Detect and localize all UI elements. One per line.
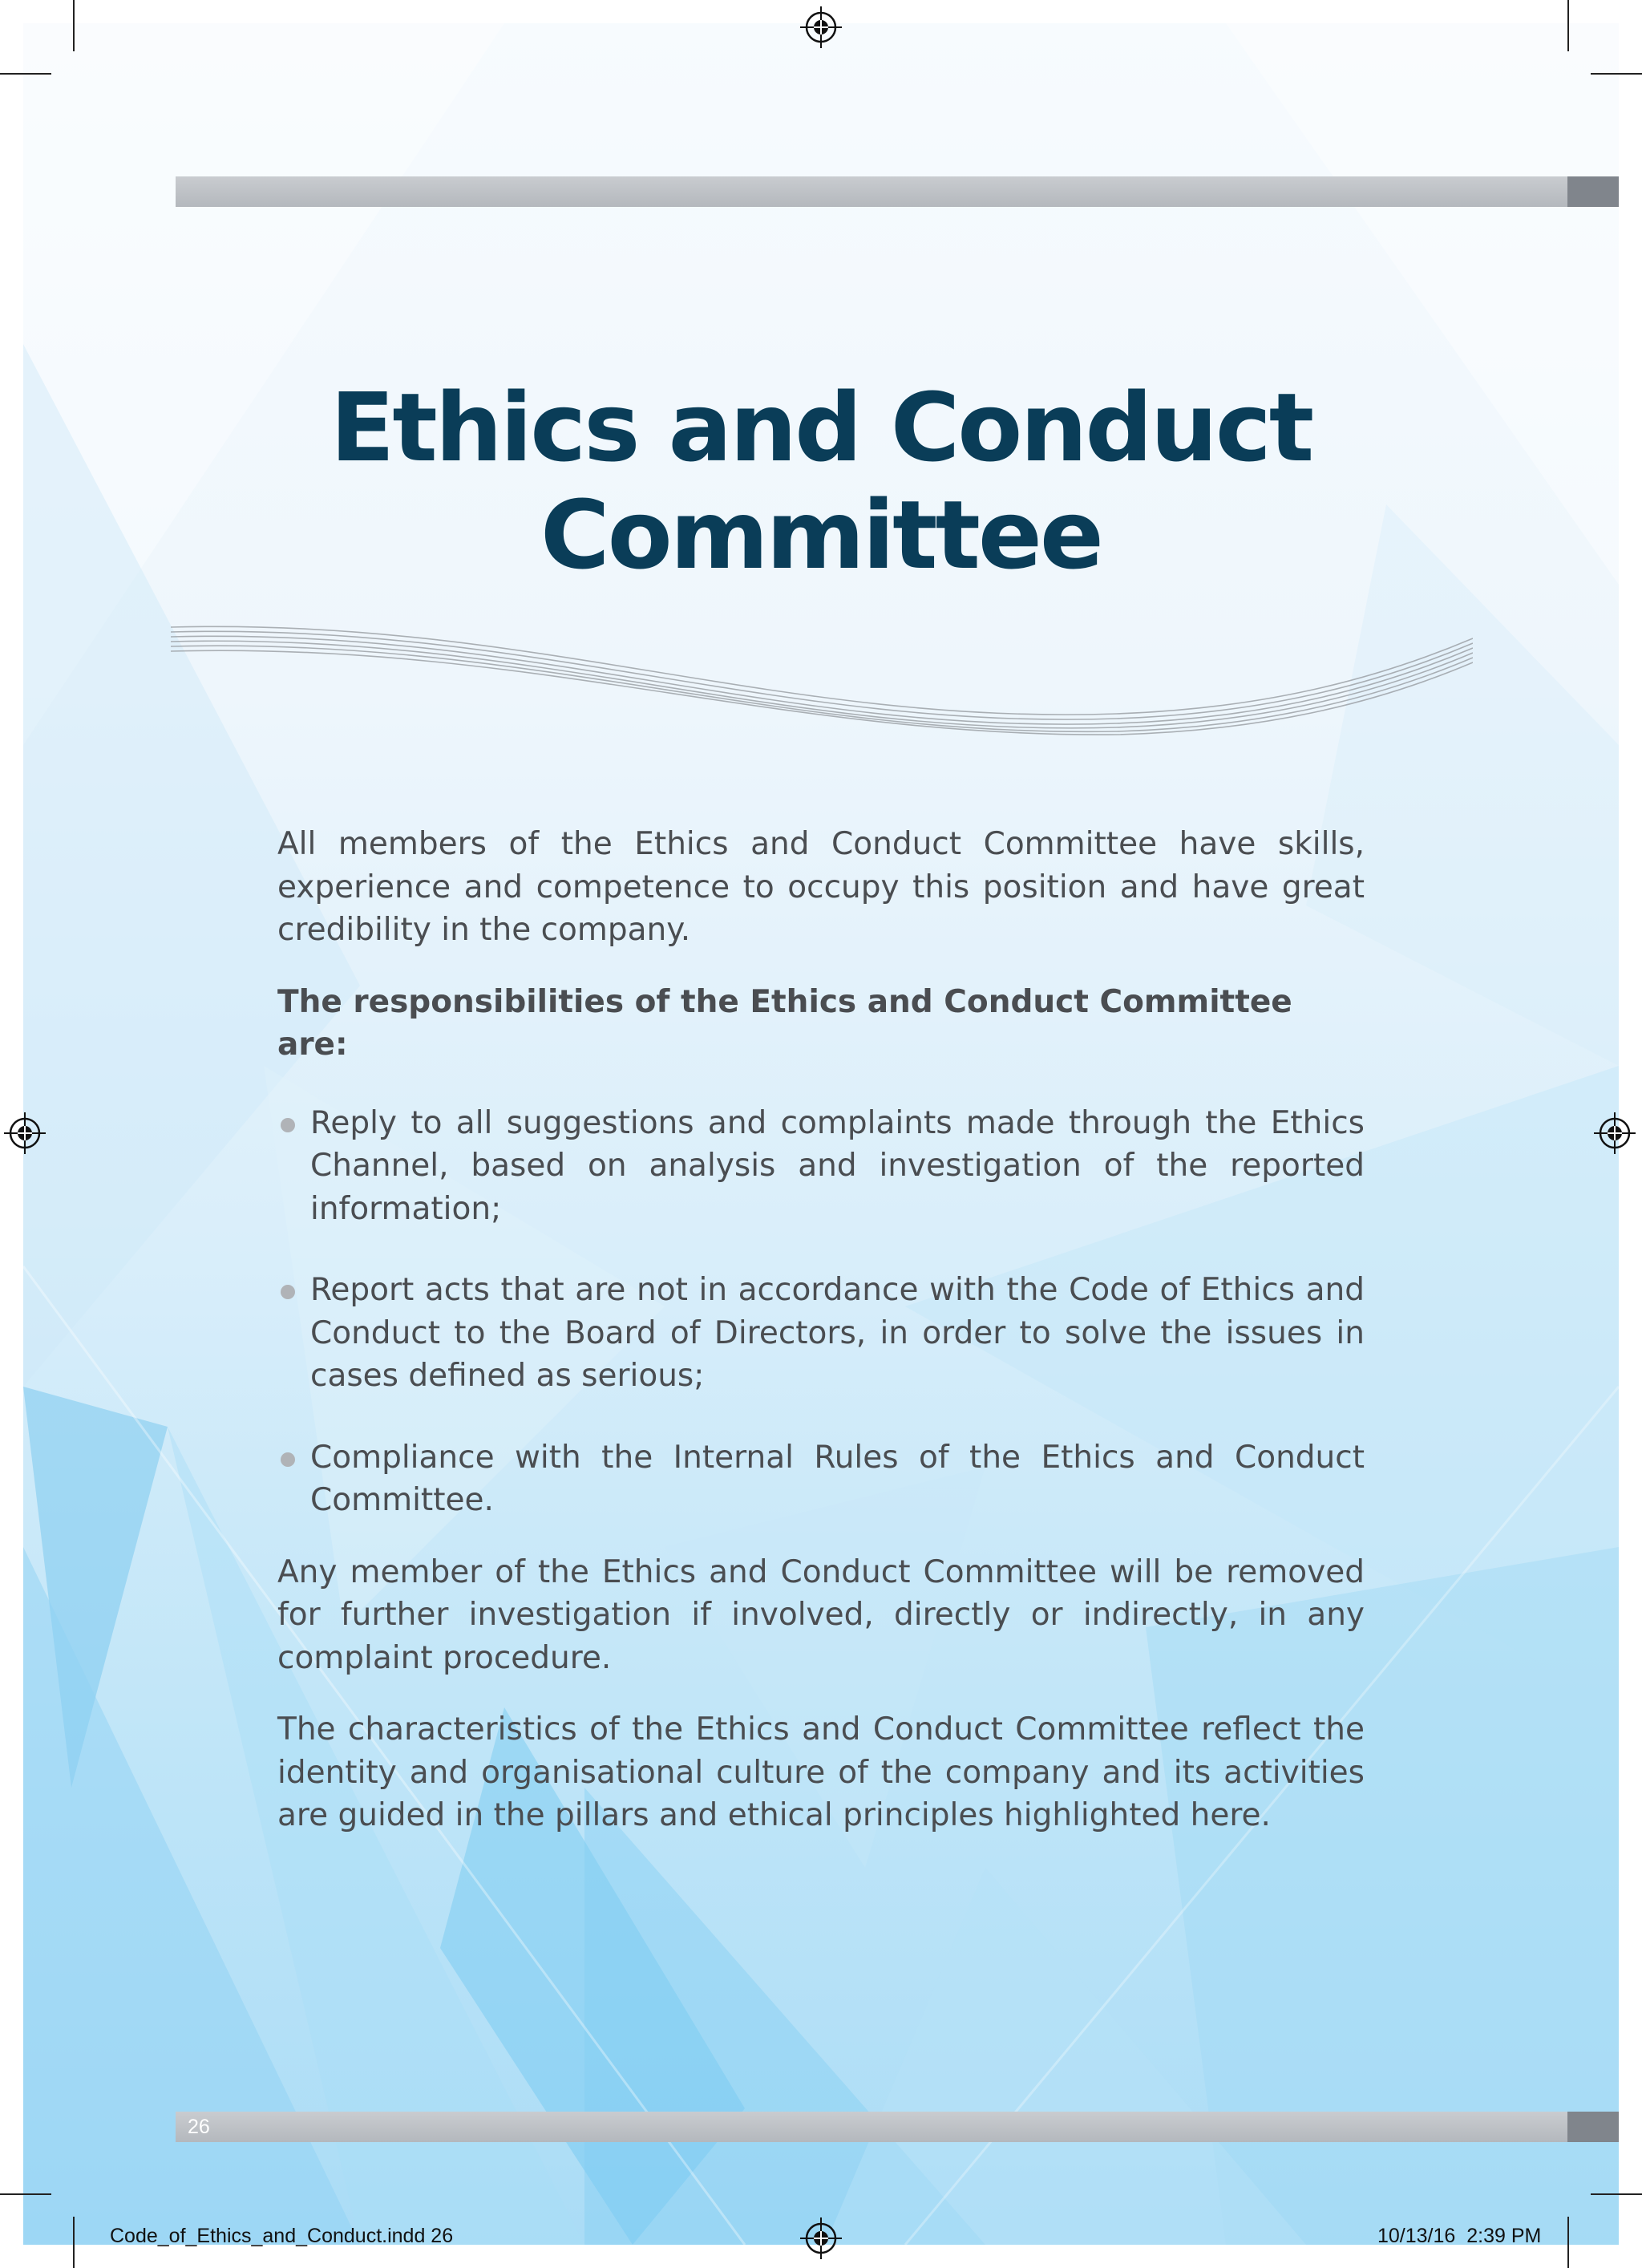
footer-bar-end-block [1567, 2112, 1619, 2142]
registration-mark-icon [4, 1112, 46, 1154]
list-item [277, 1269, 1365, 1398]
print-slug-filename: Code_of_Ethics_and_Conduct.indd 26 [110, 2225, 454, 2247]
bullet-dot-icon [281, 1452, 295, 1467]
list-item [277, 1102, 1365, 1231]
list-item-text: Report acts that are not in accordance with the Code of Ethics and Conduct to the Board of Directors, in order to solve the issues in cases defined as serious; [310, 1272, 1365, 1394]
print-slug-date: 10/13/16 [1377, 2225, 1456, 2247]
footer-bar [176, 2112, 1567, 2142]
crop-mark-top-left-h [0, 73, 51, 75]
crop-mark-bottom-right-v [1567, 2217, 1569, 2268]
print-slug-time: 2:39 PM [1466, 2225, 1542, 2247]
list-item-text: Compliance with the Internal Rules of the Ethics and Conduct Committee. [310, 1439, 1365, 1518]
responsibilities-heading: The responsibilities of the Ethics and Conduct Committee are: [277, 983, 1292, 1063]
list-item-text: Reply to all suggestions and complaints made through the Ethics Channel, based on analysis and investigation of the reported information; [310, 1104, 1365, 1227]
page-title-line-1: Ethics and Conduct [330, 372, 1312, 483]
decorative-wave-lines [171, 626, 1473, 738]
crop-mark-bottom-left-v [73, 2217, 75, 2268]
crop-mark-bottom-left-h [0, 2193, 51, 2195]
removal-paragraph: Any member of the Ethics and Conduct Committee will be removed for further investigation if involved, directly or indirectly, in any complaint procedure. [277, 1553, 1365, 1676]
registration-mark-icon [1594, 1112, 1636, 1154]
responsibilities-list [277, 1102, 1365, 1522]
page-title-line-2: Committee [540, 480, 1102, 590]
body-content [277, 823, 1365, 1837]
crop-mark-top-right-h [1591, 73, 1642, 75]
characteristics-paragraph: The characteristics of the Ethics and Conduct Committee reflect the identity and organisational culture of the company and its activities are guided in the pillars and ethical principles highlighted here. [277, 1711, 1365, 1833]
registration-mark-icon [800, 2217, 842, 2259]
header-bar-end-block [1567, 176, 1619, 207]
crop-mark-bottom-right-h [1591, 2193, 1642, 2195]
intro-paragraph: All members of the Ethics and Conduct Committee have skills, experience and competence to occupy this position and have great credibility in the company. [277, 826, 1365, 948]
crop-mark-top-left-v [73, 0, 75, 51]
crop-mark-top-right-v [1567, 0, 1569, 51]
page-title [176, 374, 1466, 589]
header-bar [176, 176, 1567, 207]
page-number: 26 [188, 2116, 210, 2138]
registration-mark-icon [800, 6, 842, 48]
bullet-dot-icon [281, 1285, 295, 1299]
list-item [277, 1436, 1365, 1522]
print-slug-timestamp [1377, 2225, 1541, 2248]
bullet-dot-icon [281, 1118, 295, 1132]
